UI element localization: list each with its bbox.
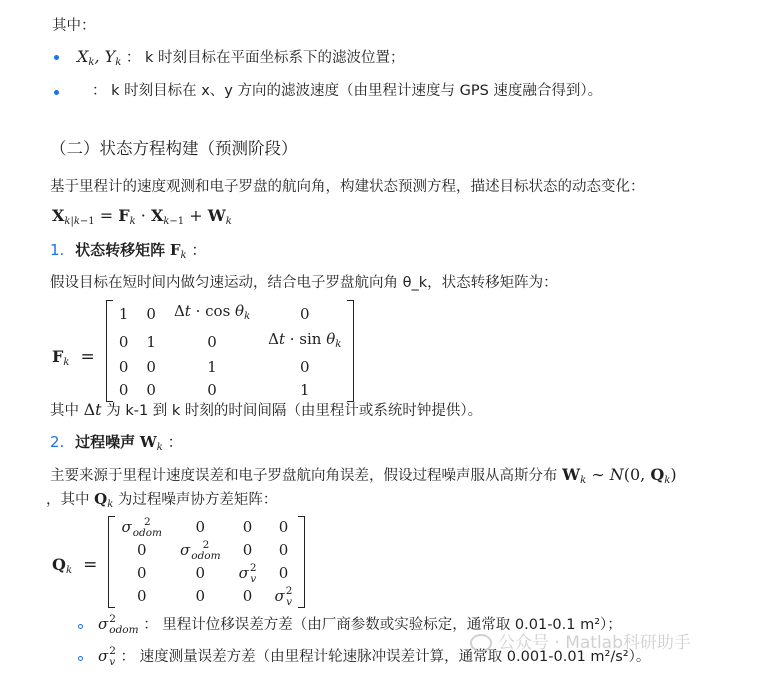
- sub-bullet-item: σ 2 v ： 速度测量误差方差（由里程计轮速脉冲误差计算，通常取 0.001-0.01 m²/s²）。: [98, 645, 651, 668]
- f-symbol: $F_k$: [169, 241, 187, 261]
- bullet-text: ： k 时刻目标在平面坐标系下的滤波位置；: [125, 50, 405, 66]
- bullet-text: ： k 时刻目标在 x、y 方向的滤波速度（由里程计速度与 GPS 速度融合得到）。: [92, 83, 603, 99]
- matrix-cell: 0: [207, 332, 217, 351]
- item-number: 2.: [50, 433, 65, 451]
- sub-bullet-item: σ 2 odom ： 里程计位移误差方差（由厂商参数或实验标定，通常取 0.01-0.1 m²）；: [98, 613, 622, 636]
- wechat-icon: [470, 634, 492, 652]
- watermark: [470, 628, 691, 653]
- matrix-cell: 1: [118, 304, 129, 323]
- item-suffix: ：: [167, 433, 183, 451]
- sub-bullet-circle: [78, 656, 83, 661]
- dt-note: 其中 Δt 为 k-1 到 k 时刻的时间间隔（由里程计或系统时钟提供）。: [50, 400, 483, 419]
- gaussian-formula: $W_k$ ∼ N(0, $Q_k$): [562, 465, 677, 486]
- intro-text: 其中：: [52, 18, 96, 34]
- matrix-cell: 0: [146, 358, 156, 376]
- item-heading-f: [50, 240, 206, 266]
- w-intro-text: 主要来源于里程计速度误差和电子罗盘航向角误差，假设过程噪声服从高斯分布: [50, 468, 563, 484]
- matrix-cell: 0: [146, 381, 156, 399]
- section-intro: 基于里程计的速度观测和电子罗盘的航向角，构建状态预测方程，描述目标状态的动态变化：: [50, 179, 645, 195]
- matrix-cell: 0: [299, 304, 310, 323]
- matrix-cell: 0: [146, 304, 156, 323]
- bullet-item: [92, 81, 602, 101]
- matrix-cell: 0: [118, 332, 129, 351]
- item-suffix: ：: [191, 241, 207, 259]
- q-matrix: [108, 516, 305, 608]
- sub-bullet-circle: [78, 624, 83, 629]
- item-heading-w: [50, 432, 183, 458]
- matrix-cell: 0: [242, 587, 253, 605]
- q-matrix-equation: $Q_k$ = σ 2 odom 0 0 0 0 σ 2 odom 0 0 0 0 σ 2 v 0 0 0 0 σ 2 v: [52, 516, 305, 614]
- matrix-cell: 1: [207, 358, 217, 376]
- matrix-cell: 0: [278, 518, 289, 536]
- matrix-cell: 1: [146, 332, 156, 351]
- bullet-dot: [54, 55, 59, 60]
- section-heading: （二）状态方程构建（预测阶段）: [50, 139, 298, 158]
- matrix-cell: $\Delta t \cdot \cos \theta_k$: [173, 302, 251, 322]
- sub-bullet-text: ： 速度测量误差方差（由里程计轮速脉冲误差计算，通常取 0.001-0.01 m²/s²）。: [120, 649, 651, 665]
- item-number: 1.: [50, 241, 65, 259]
- bullet-dot: [54, 90, 59, 95]
- matrix-cell: 0: [242, 541, 253, 559]
- matrix-cell: $\Delta t \cdot \sin \theta_k$: [268, 330, 342, 350]
- f-matrix: [106, 300, 354, 402]
- matrix-cell: 0: [136, 564, 147, 582]
- item-title: 状态转移矩阵: [75, 241, 166, 259]
- matrix-cell: 1: [299, 381, 310, 399]
- matrix-cell: 0: [278, 564, 289, 582]
- f-intro: 假设目标在短时间内做匀速运动，结合电子罗盘航向角 θ_k，状态转移矩阵为：: [50, 275, 558, 291]
- matrix-cell: 0: [299, 358, 310, 376]
- matrix-cell: σ 2 v: [238, 562, 257, 585]
- matrix-cell: 0: [118, 381, 129, 399]
- bullet-item: [77, 47, 404, 73]
- matrix-cell: σ 2 v: [274, 585, 293, 608]
- w-intro-text: ，其中: [46, 492, 95, 508]
- matrix-cell: σ 2 odom: [121, 516, 163, 539]
- w-intro: [50, 465, 677, 491]
- matrix-cell: 0: [242, 518, 253, 536]
- dt-note-prefix: 其中: [50, 403, 84, 419]
- w-intro-cont: ，其中 $Q_k$ 为过程噪声协方差矩阵：: [46, 490, 278, 510]
- item-title: 过程噪声: [75, 433, 136, 451]
- matrix-cell: 0: [278, 541, 289, 559]
- matrix-cell: 0: [207, 381, 217, 399]
- f-matrix-equation: $F_k$ = 1 0 $\Delta t \cdot \cos \theta_k$ 0 0 1 0 $\Delta t \cdot \sin \theta_k$ 0 0 1 0 0 0 0 1: [52, 300, 354, 408]
- watermark-text: 公众号 · Matlab科研助手: [498, 633, 691, 653]
- matrix-cell: 0: [195, 587, 206, 605]
- matrix-cell: σ 2 odom: [180, 539, 221, 562]
- matrix-cell: 0: [195, 518, 206, 536]
- matrix-cell: 0: [118, 358, 129, 376]
- matrix-cell: 0: [136, 587, 147, 605]
- matrix-cell: 0: [136, 541, 147, 559]
- dt-note-suffix: 为 k-1 到 k 时刻的时间间隔（由里程计或系统时钟提供）。: [101, 403, 483, 419]
- w-intro-text: 为过程噪声协方差矩阵：: [113, 492, 278, 508]
- position-symbol: $X_k$, $Y_k$: [77, 47, 122, 68]
- matrix-cell: 0: [195, 564, 206, 582]
- w-symbol: $W_k$: [139, 433, 163, 453]
- state-equation: $X_{k|k-1} = F_k \cdot X_{k-1} + W_k$: [52, 206, 232, 227]
- sub-bullet-text: ： 里程计位移误差方差（由厂商参数或实验标定，通常取 0.01-0.1 m²）；: [143, 617, 622, 633]
